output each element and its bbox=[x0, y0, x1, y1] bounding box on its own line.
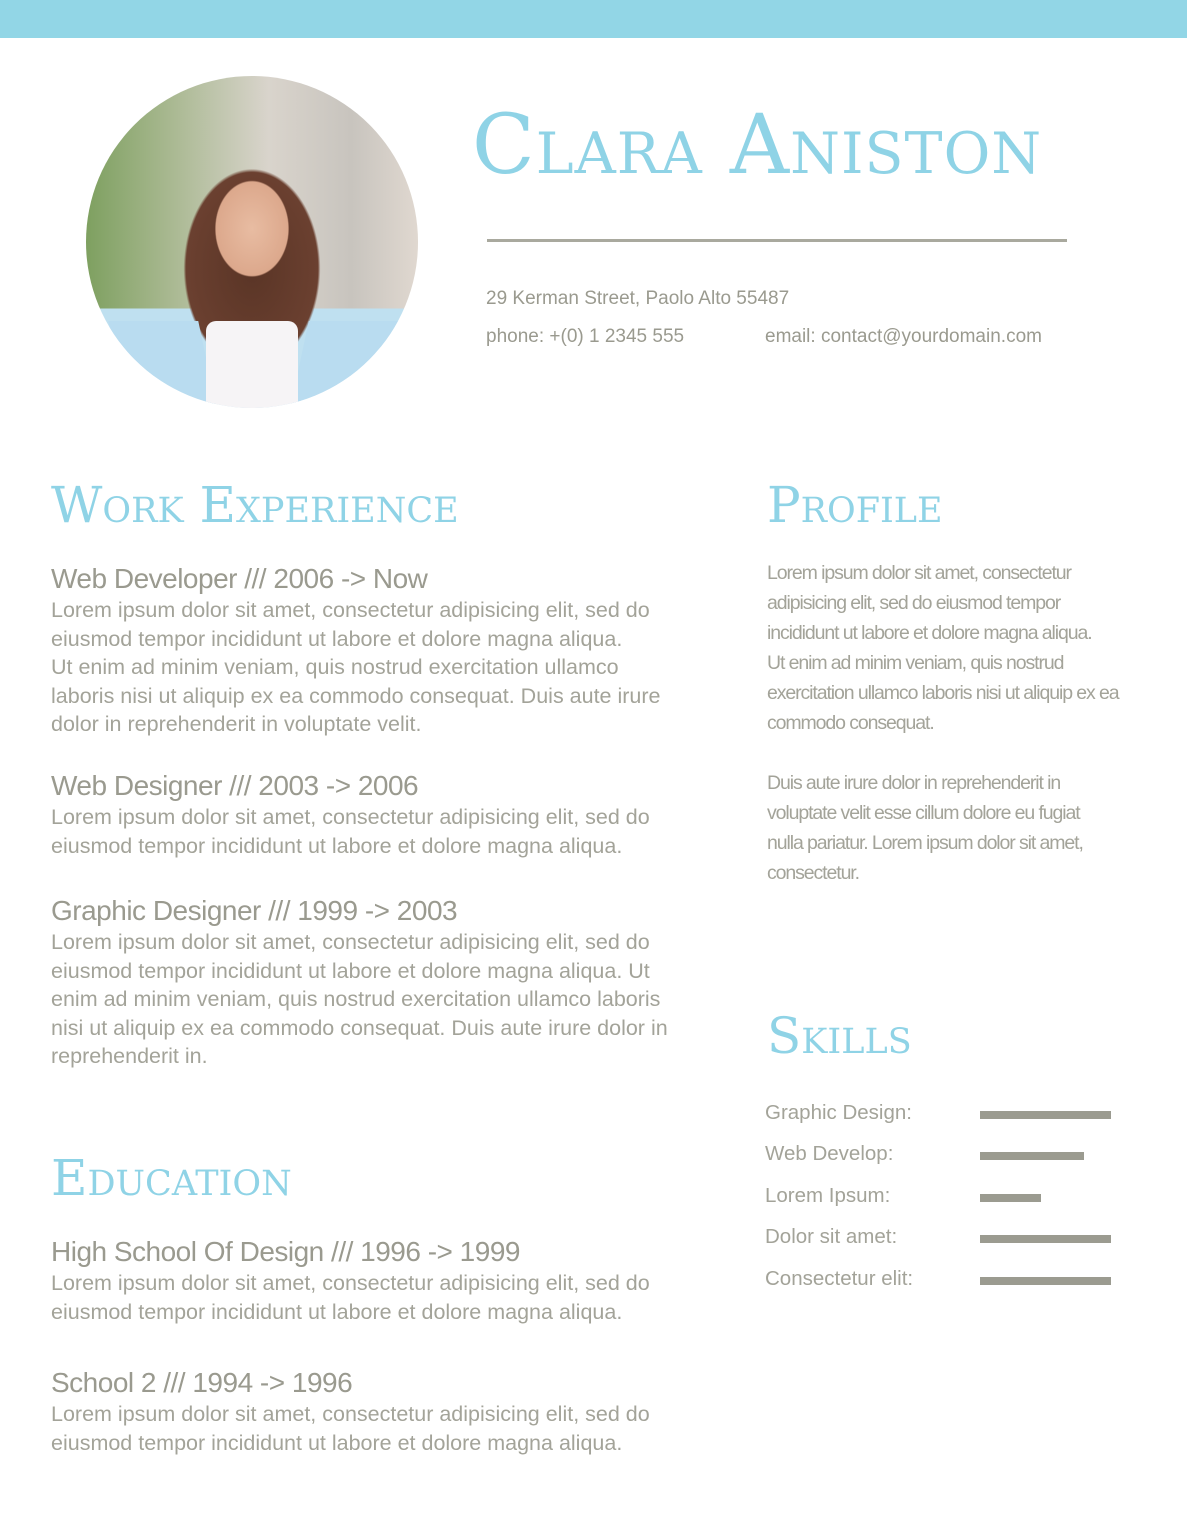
education-item-description bbox=[51, 1400, 691, 1457]
email-text: email: contact@yourdomain.com bbox=[765, 326, 1042, 347]
profile-paragraph bbox=[767, 558, 1147, 738]
top-accent-bar bbox=[0, 0, 1187, 38]
skill-level-bar bbox=[980, 1235, 1111, 1243]
profile-line: exercitation ullamco laboris nisi ut aliquip ex ea bbox=[767, 682, 1119, 704]
header-divider bbox=[487, 239, 1067, 242]
work-experience-heading: Work Experience bbox=[51, 476, 459, 534]
profile-line: consectetur. bbox=[767, 862, 859, 884]
skill-label: Web Develop: bbox=[765, 1142, 894, 1165]
profile-line: Ut enim ad minim veniam, quis nostrud bbox=[767, 652, 1064, 674]
profile-line: adipisicing elit, sed do eiusmod tempor bbox=[767, 592, 1061, 614]
profile-photo bbox=[86, 76, 418, 408]
candidate-name: Clara Aniston bbox=[472, 98, 1043, 193]
skill-level-bar bbox=[980, 1277, 1111, 1285]
skill-level-bar bbox=[980, 1152, 1084, 1160]
skill-label: Lorem Ipsum: bbox=[765, 1184, 891, 1207]
desc-line: eiusmod tempor incididunt ut labore et dolore magna aliqua. bbox=[51, 1299, 623, 1324]
education-item-title: School 2 /// 1994 -> 1996 bbox=[51, 1367, 353, 1398]
desc-line: Lorem ipsum dolor sit amet, consectetur adipisicing elit, sed do bbox=[51, 1402, 650, 1426]
skills-heading: Skills bbox=[767, 1007, 912, 1065]
skill-row bbox=[765, 1142, 1125, 1170]
desc-line: eiusmod tempor incididunt ut labore et dolore magna aliqua. Ut bbox=[51, 958, 650, 983]
skill-row bbox=[765, 1184, 1125, 1212]
desc-line: eiusmod tempor incididunt ut labore et dolore magna aliqua. bbox=[51, 833, 623, 858]
profile-line: commodo consequat. bbox=[767, 712, 934, 734]
work-item bbox=[51, 894, 691, 1071]
photo-shirt bbox=[206, 321, 298, 408]
education-item bbox=[51, 1366, 691, 1457]
desc-line: Lorem ipsum dolor sit amet, consectetur adipisicing elit, sed do bbox=[51, 598, 650, 622]
work-item-title: Web Designer /// 2003 -> 2006 bbox=[51, 770, 419, 801]
work-item bbox=[51, 562, 691, 739]
work-item-description bbox=[51, 596, 691, 739]
profile-line: voluptate velit esse cillum dolore eu fugiat bbox=[767, 802, 1080, 824]
skill-level-bar bbox=[980, 1111, 1111, 1119]
desc-line: eiusmod tempor incididunt ut labore et dolore magna aliqua. bbox=[51, 1430, 623, 1455]
work-item-description bbox=[51, 928, 691, 1071]
skill-row bbox=[765, 1267, 1125, 1295]
education-item bbox=[51, 1235, 691, 1326]
desc-line: Lorem ipsum dolor sit amet, consectetur adipisicing elit, sed do bbox=[51, 805, 650, 829]
desc-line: laboris nisi ut aliquip ex ea commodo consequat. Duis aute irure bbox=[51, 683, 661, 708]
education-item-description bbox=[51, 1269, 691, 1326]
skill-row bbox=[765, 1101, 1125, 1129]
profile-line: incididunt ut labore et dolore magna aliqua. bbox=[767, 622, 1092, 644]
profile-heading: Profile bbox=[767, 476, 943, 534]
profile-paragraph bbox=[767, 768, 1147, 888]
work-item-title: Web Developer /// 2006 -> Now bbox=[51, 563, 428, 594]
desc-line: nisi ut aliquip ex ea commodo consequat. Duis aute irure dolor in bbox=[51, 1015, 668, 1040]
desc-line: reprehenderit in. bbox=[51, 1044, 208, 1069]
desc-line: dolor in reprehenderit in voluptate velit. bbox=[51, 712, 422, 737]
work-item-title: Graphic Designer /// 1999 -> 2003 bbox=[51, 895, 458, 926]
profile-line: Duis aute irure dolor in reprehenderit in bbox=[767, 772, 1061, 794]
education-item-title: High School Of Design /// 1996 -> 1999 bbox=[51, 1236, 520, 1267]
profile-line: Lorem ipsum dolor sit amet, consectetur bbox=[767, 562, 1071, 584]
address-text: 29 Kerman Street, Paolo Alto 55487 bbox=[486, 288, 790, 309]
phone-text: phone: +(0) 1 2345 555 bbox=[486, 326, 685, 347]
desc-line: eiusmod tempor incididunt ut labore et dolore magna aliqua. bbox=[51, 626, 623, 651]
skill-level-bar bbox=[980, 1194, 1041, 1202]
profile-line: nulla pariatur. Lorem ipsum dolor sit amet, bbox=[767, 832, 1083, 854]
skill-label: Graphic Design: bbox=[765, 1101, 912, 1124]
skill-label: Consectetur elit: bbox=[765, 1267, 914, 1290]
skill-row bbox=[765, 1225, 1125, 1253]
work-item-description bbox=[51, 803, 691, 860]
desc-line: Ut enim ad minim veniam, quis nostrud exercitation ullamco bbox=[51, 655, 619, 680]
desc-line: Lorem ipsum dolor sit amet, consectetur adipisicing elit, sed do bbox=[51, 1271, 650, 1295]
desc-line: Lorem ipsum dolor sit amet, consectetur adipisicing elit, sed do bbox=[51, 930, 650, 954]
desc-line: enim ad minim veniam, quis nostrud exercitation ullamco laboris bbox=[51, 987, 661, 1012]
skill-label: Dolor sit amet: bbox=[765, 1225, 898, 1248]
photo-jacket-right bbox=[283, 321, 399, 408]
work-item bbox=[51, 769, 691, 860]
education-heading: Education bbox=[51, 1149, 292, 1207]
